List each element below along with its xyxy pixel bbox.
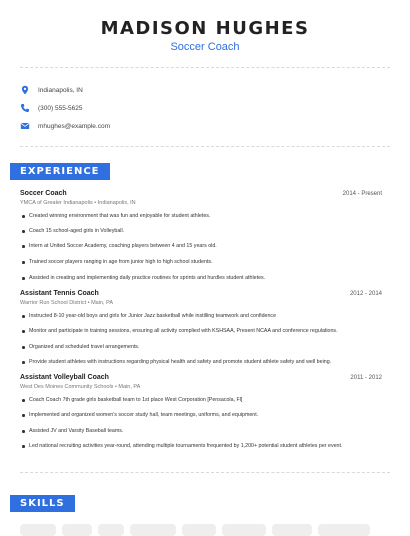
job-bullet: Trained soccer players ranging in age from junior high to high school students.	[22, 258, 372, 266]
skill-chip	[62, 524, 92, 536]
phone-icon	[20, 103, 30, 113]
skills-heading: SKILLS	[10, 495, 75, 512]
contact-email-text: mhughes@example.com	[38, 123, 110, 130]
contact-divider	[20, 146, 390, 147]
job-bullet: Coach 15 school-aged girls in Volleyball.	[22, 227, 372, 235]
contact-location-text: Indianapolis, IN	[38, 87, 83, 94]
job-bullet: Created winning environment that was fun and enjoyable for student athletes.	[22, 212, 372, 220]
candidate-name: MADISON HUGHES	[100, 18, 310, 39]
job-bullet: Assisted JV and Varsity Baseball teams.	[22, 427, 372, 435]
skill-chip	[98, 524, 124, 536]
job-title: Soccer Coach	[20, 190, 67, 197]
job-bullet: Intern at United Soccer Academy, coaching players between 4 and 15 years old.	[22, 242, 372, 250]
experience-heading: EXPERIENCE	[10, 163, 110, 180]
experience-divider	[20, 472, 390, 473]
skill-chip	[272, 524, 312, 536]
job-bullet: Monitor and participate in training sessions, ensuring all activity complied with KSHSAA, Present NCAA and conference regulations.	[22, 327, 372, 335]
job-bullet: Coach Coach 7th grade girls basketball team to 1st place West Corporation [Pensacola, Fl]	[22, 396, 372, 404]
location-pin-icon	[20, 85, 30, 95]
job-bullet: Instructed 8-10 year-old boys and girls for Junior Jazz basketball while instilling teamwork and confidence	[22, 312, 372, 320]
job-title: Assistant Volleyball Coach	[20, 374, 109, 381]
job-bullet: Organized and scheduled travel arrangements.	[22, 343, 372, 351]
job-organization: Warrior Run School District • Main, PA	[20, 300, 114, 306]
job-bullet: Implemented and organized women's soccer study hall, team meetings, uniforms, and equipment.	[22, 411, 372, 419]
job-organization: West Des Moines Community Schools • Main, PA	[20, 384, 141, 390]
job-bullet: Assisted in creating and implementing daily practice routines for sprints and hurdles student athletes.	[22, 274, 372, 282]
skill-chip	[20, 524, 56, 536]
email-icon	[20, 121, 30, 131]
job-bullet: Provide student athletes with instructions regarding physical health and safety and promote student athlete safety and well being.	[22, 358, 372, 366]
job-dates: 2011 - 2012	[350, 375, 382, 381]
job-title: Assistant Tennis Coach	[20, 290, 99, 297]
contact-phone-text: (300) 555-5625	[38, 105, 83, 112]
job-dates: 2014 - Present	[342, 191, 382, 197]
job-dates: 2012 - 2014	[349, 291, 382, 297]
skill-chip	[318, 524, 370, 536]
skill-chip	[182, 524, 216, 536]
header-divider	[20, 67, 390, 68]
skill-chip	[222, 524, 266, 536]
job-bullet: Led national recruiting activities year-round, attending multiple tournaments frequented by 1,200+ potential student athletes per event.	[22, 442, 372, 450]
skill-chip	[130, 524, 176, 536]
job-organization: YMCA of Greater Indianapolis • Indianapolis, IN	[20, 200, 136, 206]
candidate-title: Soccer Coach	[170, 41, 240, 53]
